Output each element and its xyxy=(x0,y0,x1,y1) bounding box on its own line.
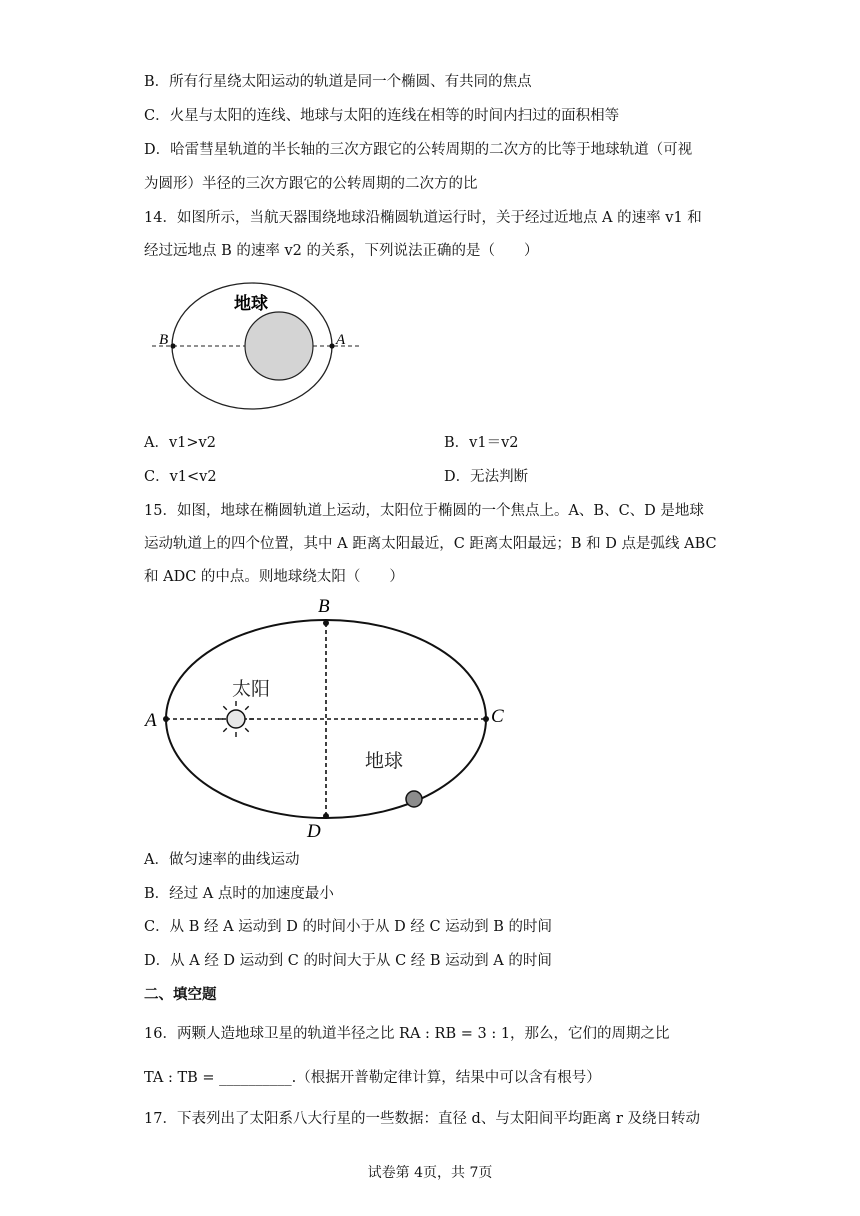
q14-option-a: A．v1>v2 xyxy=(144,435,216,451)
point-a-label: A xyxy=(336,332,346,348)
earth-label: 地球 xyxy=(365,751,404,772)
point-b-label: B xyxy=(159,332,169,348)
q15-stem-line3: 和 ADC 的中点。则地球绕太阳（ ） xyxy=(144,569,404,585)
q14-stem-line2: 经过远地点 B 的速率 v2 的关系，下列说法正确的是（ ） xyxy=(144,243,539,259)
q13-option-d-line1: D．哈雷彗星轨道的半长轴的三次方跟它的公转周期的二次方的比等于地球轨道（可视 xyxy=(144,142,693,158)
q15-option-a: A．做匀速率的曲线运动 xyxy=(144,852,300,868)
point-a-label: A xyxy=(145,710,157,731)
q15-stem-line2: 运动轨道上的四个位置，其中 A 距离太阳最近，C 距离太阳最远；B 和 D 点是弧线 ABC xyxy=(144,536,717,552)
q13-option-d-line2: 为圆形）半径的三次方跟它的公转周期的二次方的比 xyxy=(144,176,478,192)
point-a-dot xyxy=(329,343,334,348)
point-b-label: B xyxy=(318,596,330,617)
q14-option-b: B．v1＝v2 xyxy=(444,435,519,451)
point-b-dot xyxy=(323,620,329,626)
point-d-label: D xyxy=(307,821,321,842)
sun-label: 太阳 xyxy=(232,679,271,700)
point-b-dot xyxy=(170,343,175,348)
page-footer: 试卷第 4页，共 7页 xyxy=(367,1165,493,1181)
q15-option-b: B．经过 A 点时的加速度最小 xyxy=(144,886,334,902)
q16-line2: TA : TB = __________.（根据开普勒定律计算，结果中可以含有根号） xyxy=(144,1070,601,1086)
q15-option-d: D．从 A 经 D 运动到 C 的时间大于从 C 经 B 运动到 A 的时间 xyxy=(144,953,552,969)
q13-option-c: C．火星与太阳的连线、地球与太阳的连线在相等的时间内扫过的面积相等 xyxy=(144,108,620,124)
q16-line1: 16．两颗人造地球卫星的轨道半径之比 RA : RB = 3 : 1，那么，它们的周期之比 xyxy=(144,1026,670,1042)
point-a-dot xyxy=(163,716,169,722)
point-d-dot xyxy=(323,813,329,819)
earth-planet xyxy=(406,791,422,807)
q14-option-d: D．无法判断 xyxy=(444,469,529,485)
q14-stem-line1: 14．如图所示，当航天器围绕地球沿椭圆轨道运行时，关于经过近地点 A 的速率 v1 和 xyxy=(144,210,702,226)
q17-line1: 17．下表列出了太阳系八大行星的一些数据：直径 d、与太阳间平均距离 r 及绕日转动 xyxy=(144,1111,700,1127)
q13-option-b: B．所有行星绕太阳运动的轨道是同一个椭圆、有共同的焦点 xyxy=(144,74,532,90)
point-c-label: C xyxy=(491,706,504,727)
point-c-dot xyxy=(483,716,489,722)
earth-label: 地球 xyxy=(234,294,268,313)
earth-disc xyxy=(245,312,313,380)
q14-orbit-figure xyxy=(140,278,370,413)
q15-stem-line1: 15．如图，地球在椭圆轨道上运动，太阳位于椭圆的一个焦点上。A、B、C、D 是地球 xyxy=(144,503,704,519)
q15-option-c: C．从 B 经 A 运动到 D 的时间小于从 D 经 C 运动到 B 的时间 xyxy=(144,919,553,935)
section-heading-fill-in: 二、填空题 xyxy=(144,987,217,1003)
q14-option-c: C．v1<v2 xyxy=(144,469,217,485)
q15-orbit-figure xyxy=(140,592,520,847)
earth-orbit xyxy=(166,620,486,818)
